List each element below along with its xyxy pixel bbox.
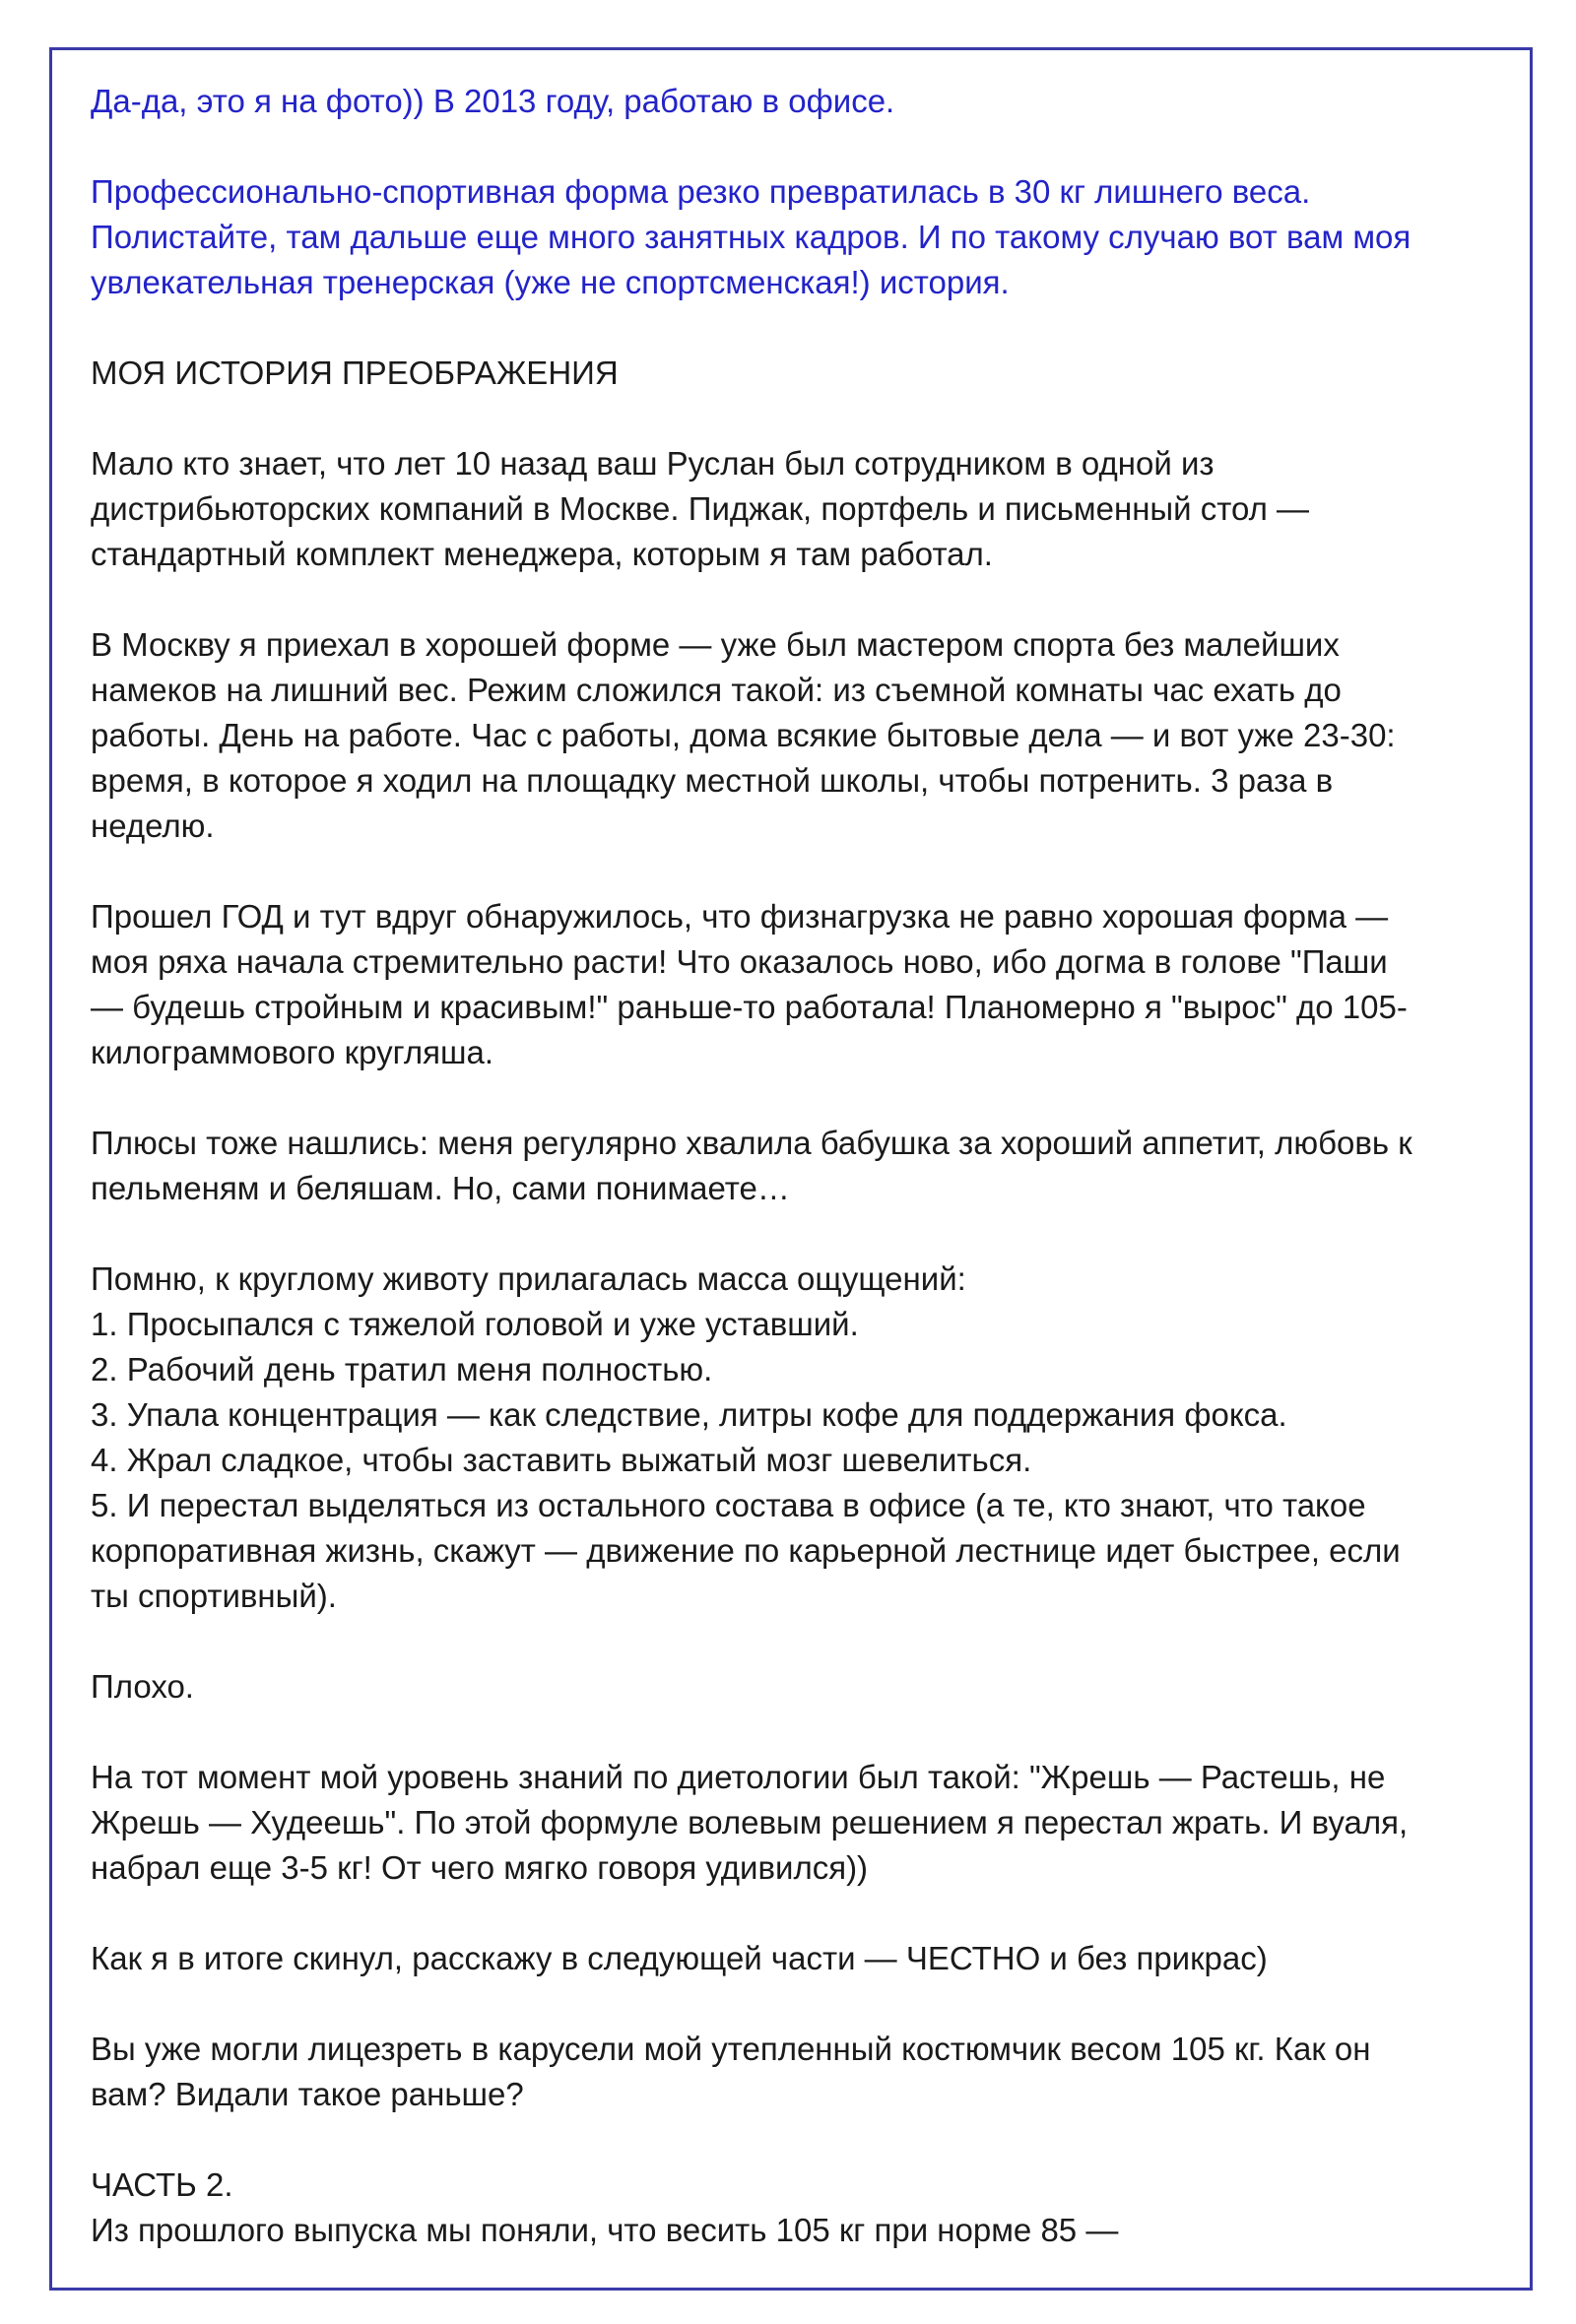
text-line: пельменям и беляшам. Но, сами понимаете… xyxy=(91,1170,790,1206)
story-paragraph-4 xyxy=(91,1121,1509,1211)
text-line: На тот момент мой уровень знаний по диетологии был такой: "Жрешь — Растешь, не xyxy=(91,1759,1386,1795)
text-line: намеков на лишний вес. Режим сложился такой: из съемной комнаты час ехать до xyxy=(91,672,1342,708)
text-line: Как я в итоге скинул, расскажу в следующей части — ЧЕСТНО и без прикрас) xyxy=(91,1940,1268,1976)
list-item: 1. Просыпался с тяжелой головой и уже уставший. xyxy=(91,1306,859,1342)
text-line: работы. День на работе. Час с работы, дома всякие бытовые дела — и вот уже 23-30: xyxy=(91,717,1396,753)
list-item: 3. Упала концентрация — как следствие, литры кофе для поддержания фокса. xyxy=(91,1396,1287,1433)
text-line: дистрибьюторских компаний в Москве. Пиджак, портфель и письменный стол — xyxy=(91,490,1310,527)
text-line: — будешь стройным и красивым!" раньше-то работала! Планомерно я "вырос" до 105- xyxy=(91,989,1408,1025)
text-line: Вы уже могли лицезреть в карусели мой утепленный костюмчик весом 105 кг. Как он xyxy=(91,2031,1371,2067)
story-paragraph-5-list xyxy=(91,1257,1509,1619)
story-paragraph-10 xyxy=(91,2163,1509,2253)
intro-paragraph-1 xyxy=(91,79,1509,124)
document-text xyxy=(91,79,1509,2253)
story-paragraph-2 xyxy=(91,622,1509,849)
text-line: увлекательная тренерская (уже не спортсменская!) история. xyxy=(91,264,1010,300)
story-paragraph-6 xyxy=(91,1664,1509,1710)
text-line: Плюсы тоже нашлись: меня регулярно хвалила бабушка за хороший аппетит, любовь к xyxy=(91,1125,1412,1161)
text-line: стандартный комплект менеджера, которым я там работал. xyxy=(91,536,993,572)
text-line: вам? Видали такое раньше? xyxy=(91,2076,524,2112)
text-line: Прошел ГОД и тут вдруг обнаружилось, что физнагрузка не равно хорошая форма — xyxy=(91,898,1389,935)
text-line: Помню, к круглому животу прилагалась масса ощущений: xyxy=(91,1260,966,1297)
section-heading: ЧАСТЬ 2. xyxy=(91,2166,233,2203)
story-paragraph-7 xyxy=(91,1755,1509,1891)
text-line: Из прошлого выпуска мы поняли, что весить 105 кг при норме 85 — xyxy=(91,2212,1119,2248)
text-line: моя ряха начала стремительно расти! Что оказалось ново, ибо догма в голове "Паши xyxy=(91,943,1388,980)
text-line: Да-да, это я на фото)) В 2013 году, работаю в офисе. xyxy=(91,83,895,119)
list-item: 5. И перестал выделяться из остального состава в офисе (а те, кто знают, что такое xyxy=(91,1487,1366,1523)
text-line: Полистайте, там дальше еще много занятных кадров. И по такому случаю вот вам моя xyxy=(91,219,1412,255)
text-line: Мало кто знает, что лет 10 назад ваш Руслан был сотрудником в одной из xyxy=(91,445,1215,482)
text-line: Профессионально-спортивная форма резко превратилась в 30 кг лишнего веса. xyxy=(91,173,1311,210)
text-line: килограммового кругляша. xyxy=(91,1034,494,1070)
story-heading xyxy=(91,351,1509,396)
story-paragraph-9 xyxy=(91,2027,1509,2117)
text-line: Жрешь — Худеешь". По этой формуле волевым решением я перестал жрать. И вуаля, xyxy=(91,1804,1409,1840)
text-line: время, в которое я ходил на площадку местной школы, чтобы потренить. 3 раза в xyxy=(91,762,1334,799)
list-item: 2. Рабочий день тратил меня полностью. xyxy=(91,1351,713,1388)
intro-paragraph-2 xyxy=(91,169,1509,305)
text-line: В Москву я приехал в хорошей форме — уже был мастером спорта без малейших xyxy=(91,626,1340,663)
heading-text: МОЯ ИСТОРИЯ ПРЕОБРАЖЕНИЯ xyxy=(91,355,619,391)
text-line: набрал еще 3-5 кг! От чего мягко говоря удивился)) xyxy=(91,1849,869,1886)
text-line: неделю. xyxy=(91,807,215,844)
list-item: 4. Жрал сладкое, чтобы заставить выжатый мозг шевелиться. xyxy=(91,1442,1032,1478)
text-line: ты спортивный). xyxy=(91,1578,337,1614)
story-paragraph-1 xyxy=(91,441,1509,577)
text-line: корпоративная жизнь, скажут — движение по карьерной лестнице идет быстрее, если xyxy=(91,1532,1401,1569)
story-paragraph-3 xyxy=(91,894,1509,1075)
story-paragraph-8 xyxy=(91,1936,1509,1981)
text-line: Плохо. xyxy=(91,1668,194,1705)
